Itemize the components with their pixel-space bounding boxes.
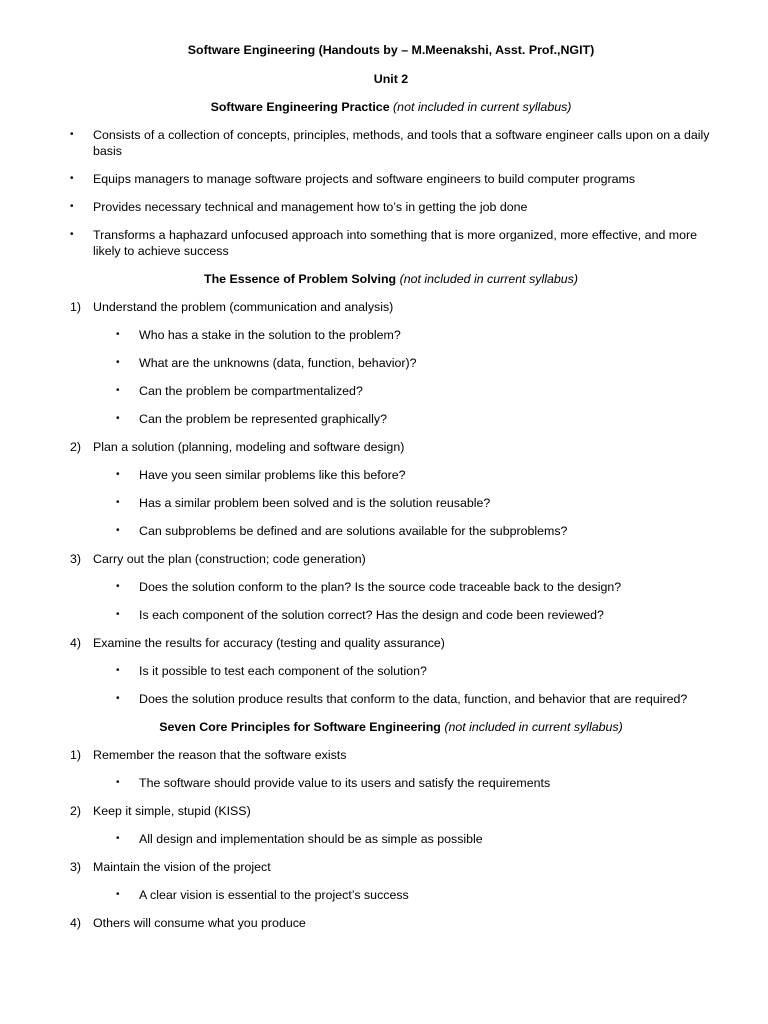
sub-item-text: All design and implementation should be as simple as possible	[139, 832, 483, 846]
bullet-icon: •	[116, 357, 120, 368]
sub-item-text: A clear vision is essential to the project’s success	[139, 888, 409, 902]
bullet-icon: •	[70, 129, 74, 140]
sub-item-text: Who has a stake in the solution to the problem?	[139, 328, 401, 342]
list-item	[70, 171, 712, 187]
numbered-item	[70, 803, 712, 847]
sub-bullet-list	[70, 579, 712, 623]
bullet-icon: •	[116, 889, 120, 900]
item-number: 1)	[70, 748, 82, 762]
bullet-icon: •	[70, 173, 74, 184]
bullet-icon: •	[116, 609, 120, 620]
sub-list-item	[116, 691, 712, 707]
sub-list-item	[116, 775, 712, 791]
bullet-icon: •	[70, 201, 74, 212]
sub-item-text: Can the problem be represented graphically?	[139, 412, 387, 426]
item-text: Understand the problem (communication and analysis)	[93, 300, 394, 314]
bullet-list	[70, 127, 712, 259]
sub-item-text: Can the problem be compartmentalized?	[139, 384, 363, 398]
item-text: Plan a solution (planning, modeling and software design)	[93, 440, 405, 454]
section-title: The Essence of Problem Solving	[204, 272, 397, 286]
unit-heading: Unit 2	[373, 72, 409, 86]
bullet-icon: •	[116, 693, 120, 704]
sub-item-text: Have you seen similar problems like this before?	[139, 468, 406, 482]
sub-list-item	[116, 831, 712, 847]
section-title: Software Engineering Practice	[210, 100, 390, 114]
sub-item-text: Is each component of the solution correct? Has the design and code been reviewed?	[139, 608, 604, 622]
numbered-list	[70, 299, 712, 707]
numbered-item	[70, 747, 712, 791]
bullet-icon: •	[116, 665, 120, 676]
list-item-text: Equips managers to manage software projects and software engineers to build computer programs	[93, 172, 636, 186]
list-item-text: Provides necessary technical and management how to’s in getting the job done	[93, 200, 528, 214]
sub-item-text: Does the solution produce results that conform to the data, function, and behavior that are required?	[139, 692, 688, 706]
item-number: 2)	[70, 804, 82, 818]
item-number: 4)	[70, 916, 82, 930]
sub-bullet-list	[70, 467, 712, 539]
numbered-list	[70, 747, 712, 931]
sub-item-text: What are the unknowns (data, function, behavior)?	[139, 356, 417, 370]
syllabus-note: (not included in current syllabus)	[444, 720, 623, 734]
list-item	[70, 199, 712, 215]
sub-list-item	[116, 663, 712, 679]
bullet-icon: •	[116, 581, 120, 592]
document-title: Software Engineering (Handouts by – M.Meenakshi, Asst. Prof.,NGIT)	[187, 43, 595, 57]
sub-bullet-list	[70, 887, 712, 903]
item-text: Examine the results for accuracy (testing and quality assurance)	[93, 636, 445, 650]
item-number: 4)	[70, 636, 82, 650]
section-heading	[70, 271, 712, 287]
syllabus-note: (not included in current syllabus)	[393, 100, 572, 114]
sub-bullet-list	[70, 327, 712, 427]
item-number: 3)	[70, 552, 82, 566]
sub-item-text: Does the solution conform to the plan? Is the source code traceable back to the design?	[139, 580, 622, 594]
list-item	[70, 227, 712, 259]
item-number: 3)	[70, 860, 82, 874]
bullet-icon: •	[116, 413, 120, 424]
sub-list-item	[116, 467, 712, 483]
section-heading	[70, 719, 712, 735]
list-item-text: Consists of a collection of concepts, principles, methods, and tools that a software engineer calls upon on a daily basis	[93, 128, 710, 158]
sub-list-item	[116, 579, 712, 595]
bullet-icon: •	[116, 385, 120, 396]
sub-list-item	[116, 411, 712, 427]
bullet-icon: •	[116, 329, 120, 340]
bullet-icon: •	[116, 777, 120, 788]
sub-item-text: Has a similar problem been solved and is the solution reusable?	[139, 496, 491, 510]
sub-item-text: Can subproblems be defined and are solutions available for the subproblems?	[139, 524, 568, 538]
sub-bullet-list	[70, 775, 712, 791]
sub-bullet-list	[70, 831, 712, 847]
sub-item-text: Is it possible to test each component of the solution?	[139, 664, 427, 678]
numbered-item	[70, 551, 712, 623]
item-text: Remember the reason that the software exists	[93, 748, 347, 762]
bullet-icon: •	[116, 469, 120, 480]
bullet-icon: •	[116, 497, 120, 508]
sub-list-item	[116, 523, 712, 539]
section-heading	[70, 99, 712, 115]
sub-list-item	[116, 327, 712, 343]
sub-item-text: The software should provide value to its users and satisfy the requirements	[139, 776, 551, 790]
sub-list-item	[116, 495, 712, 511]
list-item	[70, 127, 712, 159]
numbered-item	[70, 915, 712, 931]
syllabus-note: (not included in current syllabus)	[399, 272, 578, 286]
item-number: 2)	[70, 440, 82, 454]
bullet-icon: •	[70, 229, 74, 240]
numbered-item	[70, 299, 712, 427]
numbered-item	[70, 635, 712, 707]
item-text: Others will consume what you produce	[93, 916, 306, 930]
bullet-icon: •	[116, 833, 120, 844]
numbered-item	[70, 439, 712, 539]
item-text: Keep it simple, stupid (KISS)	[93, 804, 251, 818]
sub-list-item	[116, 355, 712, 371]
sub-list-item	[116, 383, 712, 399]
item-number: 1)	[70, 300, 82, 314]
item-text: Carry out the plan (construction; code generation)	[93, 552, 366, 566]
list-item-text: Transforms a haphazard unfocused approach into something that is more organized, more effective, and more likely to achieve success	[93, 228, 698, 258]
numbered-item	[70, 859, 712, 903]
sub-list-item	[116, 887, 712, 903]
sub-list-item	[116, 607, 712, 623]
sub-bullet-list	[70, 663, 712, 707]
section-title: Seven Core Principles for Software Engineering	[159, 720, 441, 734]
item-text: Maintain the vision of the project	[93, 860, 271, 874]
bullet-icon: •	[116, 525, 120, 536]
